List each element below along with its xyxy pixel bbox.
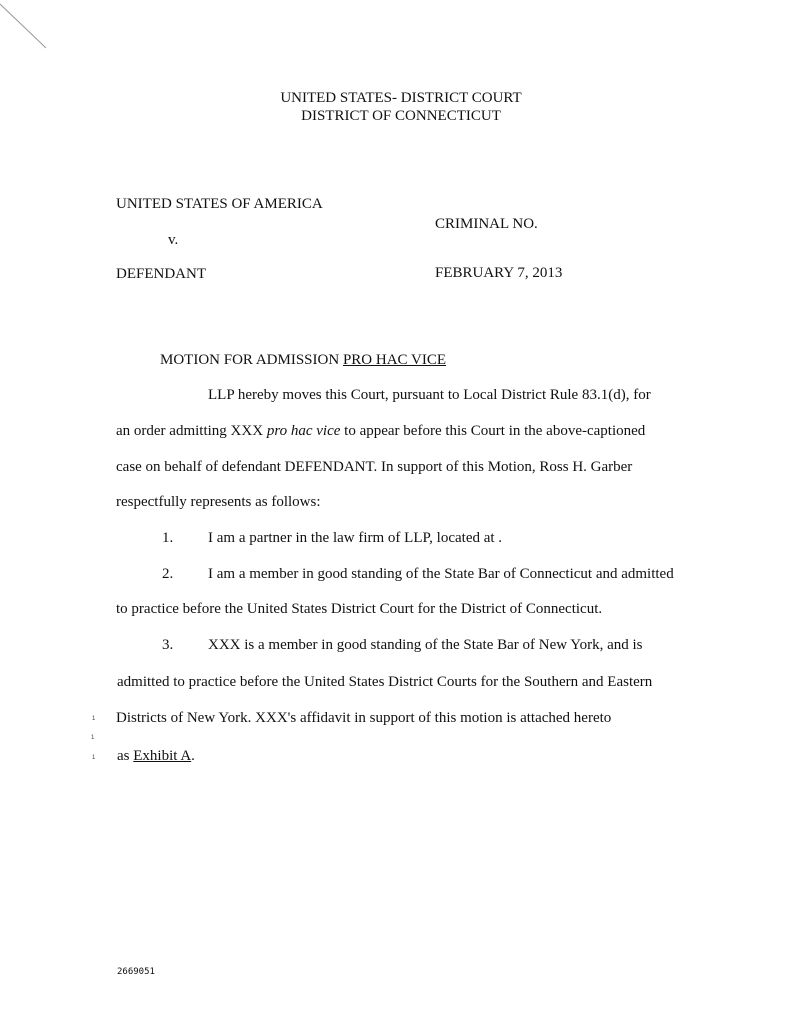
court-district: DISTRICT OF CONNECTICUT [301, 108, 501, 124]
item3-line3: Districts of New York. XXX's affidavit in support of this motion is attached hereto [116, 710, 612, 726]
paragraph1-line2-end: to appear before this Court in the above-captioned [340, 423, 646, 439]
item3-line4-end: . [191, 748, 195, 764]
item2-line1: I am a member in good standing of the State Bar of Connecticut and admitted [208, 566, 674, 582]
versus-label: v. [168, 232, 179, 248]
paragraph1-line2 [116, 423, 645, 440]
criminal-number-label: CRIMINAL NO. [435, 216, 538, 232]
exhibit-a-reference: Exhibit A [133, 748, 192, 764]
item3-line1: XXX is a member in good standing of the State Bar of New York, and is [208, 637, 643, 653]
item1-number: 1. [162, 530, 174, 546]
plaintiff-name: UNITED STATES OF AMERICA [116, 196, 323, 212]
item3-number: 3. [162, 637, 174, 653]
margin-mark-1: 1 [92, 716, 96, 722]
defendant-name: DEFENDANT [116, 266, 206, 282]
margin-mark-2: 1 [91, 735, 95, 741]
item3-line2: admitted to practice before the United States District Courts for the Southern and Eastern [117, 674, 653, 690]
item3-line4-start: as [117, 748, 134, 764]
motion-title-prefix: MOTION FOR ADMISSION [160, 352, 343, 368]
motion-title [160, 352, 446, 369]
document-id: 2669051 [117, 967, 155, 977]
item3-line4 [117, 748, 195, 765]
filing-date: FEBRUARY 7, 2013 [435, 265, 563, 281]
court-name: UNITED STATES- DISTRICT COURT [280, 90, 522, 106]
paragraph1-line3: case on behalf of defendant DEFENDANT. In support of this Motion, Ross H. Garber [116, 459, 633, 475]
margin-mark-3: 1 [92, 755, 96, 761]
corner-fold-line [0, 0, 60, 60]
item1-text: I am a partner in the law firm of LLP, located at . [208, 530, 503, 546]
pro-hac-vice-italic: pro hac vice [266, 423, 341, 439]
motion-title-pro-hac-vice: PRO HAC VICE [342, 352, 447, 368]
item2-number: 2. [162, 566, 174, 582]
paragraph1-line2-start: an order admitting XXX [116, 423, 267, 439]
paragraph1-line1: LLP hereby moves this Court, pursuant to Local District Rule 83.1(d), for [208, 387, 651, 403]
paragraph1-line4: respectfully represents as follows: [116, 494, 321, 510]
item2-line2: to practice before the United States District Court for the District of Connecticut. [116, 601, 603, 617]
